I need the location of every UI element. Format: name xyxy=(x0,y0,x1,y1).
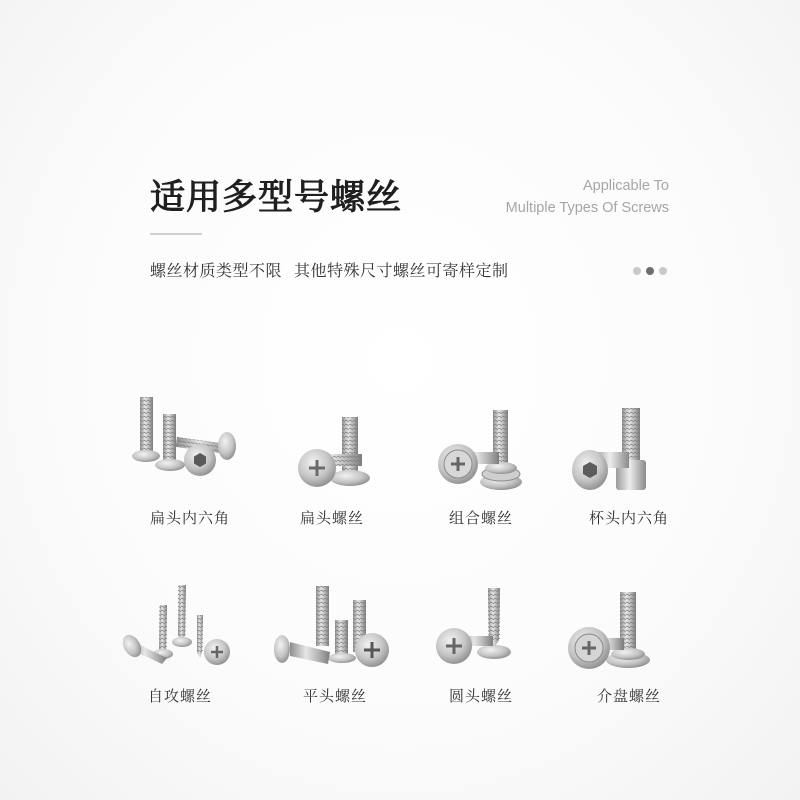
screw-item-socket-cap[interactable] xyxy=(554,392,704,532)
screw-label: 圆头螺丝 xyxy=(448,687,513,705)
page-title: 适用多型号螺丝 xyxy=(150,178,403,218)
button-head-hex-screw-icon xyxy=(115,392,265,507)
screw-label: 平头螺丝 xyxy=(302,687,367,705)
flat-head-screw-icon xyxy=(260,570,410,685)
screw-item-pan-head[interactable] xyxy=(257,392,407,532)
subtitle xyxy=(150,258,509,281)
carousel-dot[interactable] xyxy=(659,267,667,275)
self-tapping-screw-icon xyxy=(105,570,255,685)
english-title xyxy=(506,175,669,219)
screw-label: 杯头内六角 xyxy=(588,509,669,527)
screw-item-button-head-hex[interactable] xyxy=(115,392,265,532)
screw-label: 组合螺丝 xyxy=(448,509,513,527)
subtitle-material: 螺丝材质类型不限 xyxy=(150,261,283,280)
carousel-dot-active[interactable] xyxy=(646,267,654,275)
carousel-dot[interactable] xyxy=(633,267,641,275)
screw-item-combination[interactable] xyxy=(406,392,556,532)
washer-head-screw-icon xyxy=(554,570,704,685)
screw-label: 扁头螺丝 xyxy=(299,509,364,527)
screw-item-flat-head[interactable] xyxy=(260,570,410,710)
carousel-dots xyxy=(633,267,667,275)
english-title-line-2: Multiple Types Of Screws xyxy=(505,200,669,216)
pan-head-phillips-screw-icon xyxy=(257,392,407,507)
screw-label: 介盘螺丝 xyxy=(596,687,661,705)
socket-cap-screw-icon xyxy=(554,392,704,507)
subtitle-custom: 其他特殊尺寸螺丝可寄样定制 xyxy=(294,261,509,280)
screw-item-washer-head[interactable] xyxy=(554,570,704,710)
combination-screw-icon xyxy=(406,392,556,507)
screw-item-self-tapping[interactable] xyxy=(105,570,255,710)
title-underline xyxy=(150,233,202,235)
screw-label: 扁头内六角 xyxy=(149,509,230,527)
round-head-screw-icon xyxy=(406,570,556,685)
english-title-line-1: Applicable To xyxy=(583,178,669,194)
screw-item-round-head[interactable] xyxy=(406,570,556,710)
screw-label: 自攻螺丝 xyxy=(147,687,212,705)
